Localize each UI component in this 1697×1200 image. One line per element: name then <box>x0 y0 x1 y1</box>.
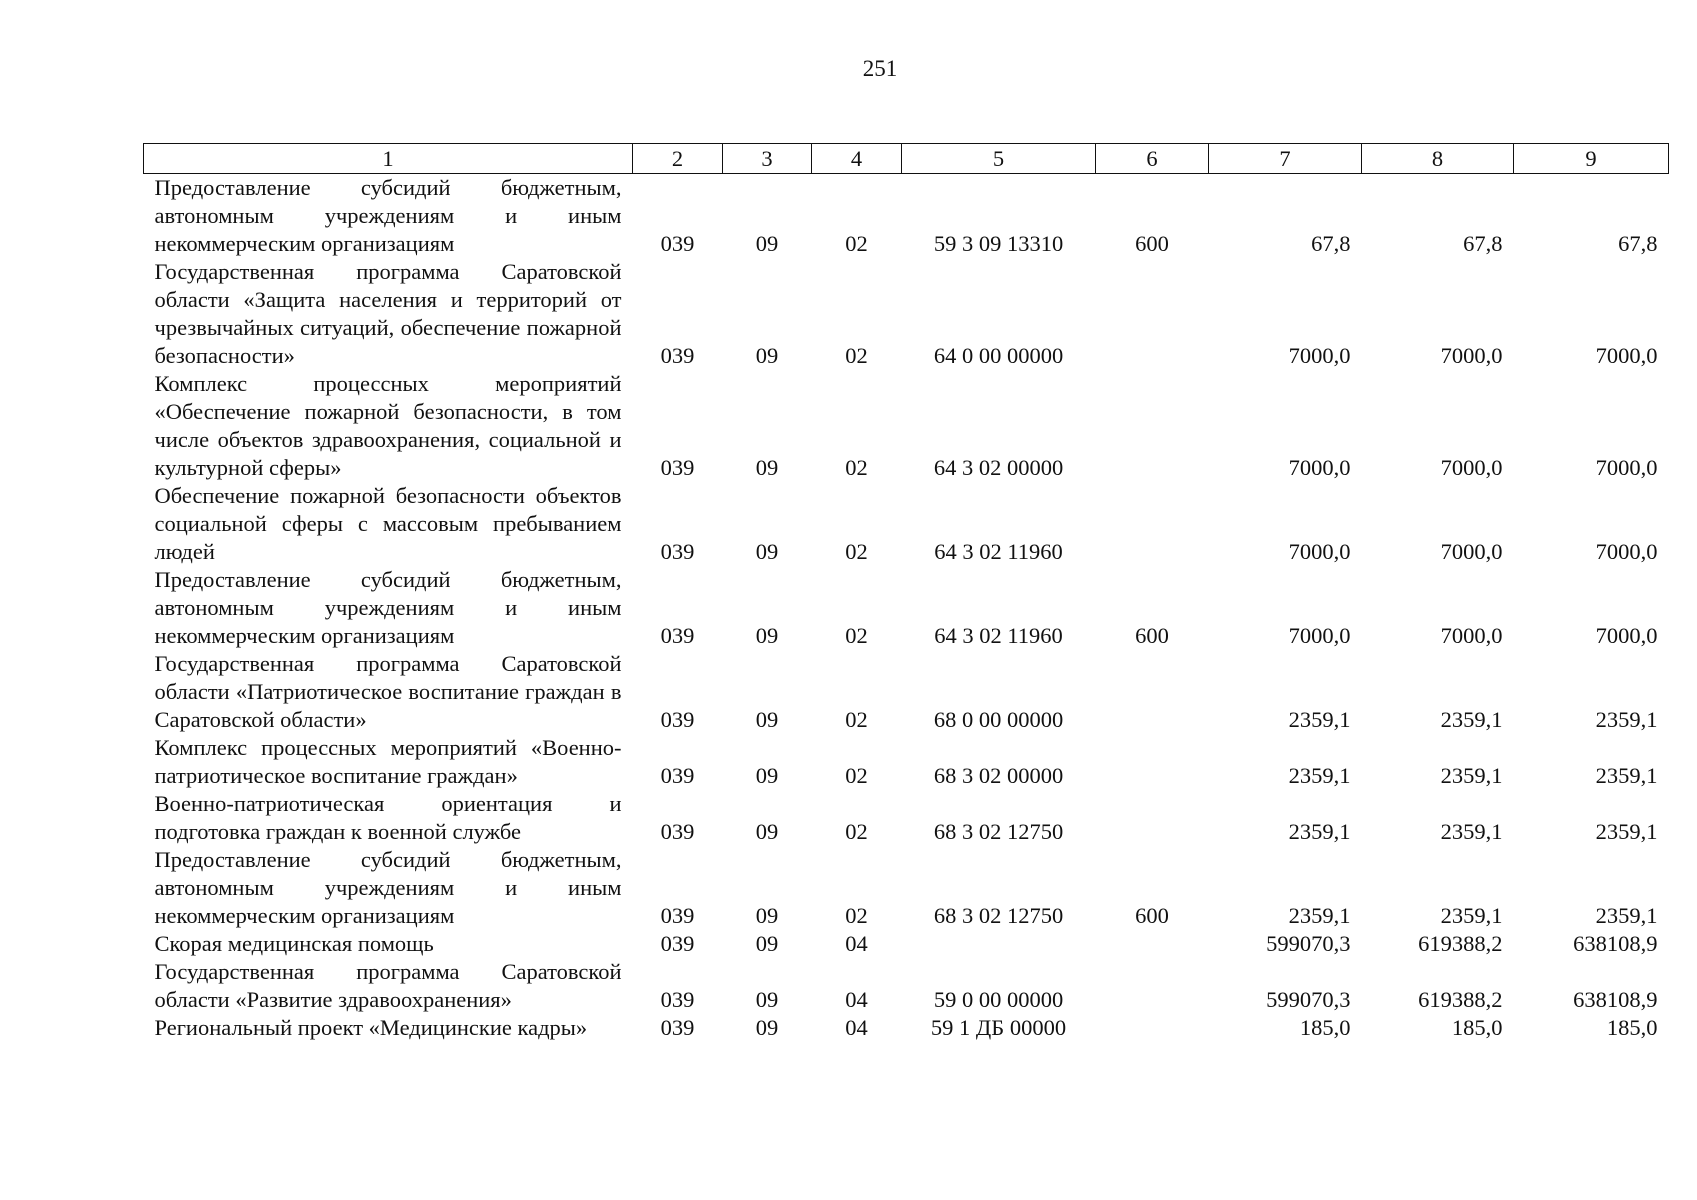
table-row <box>144 174 1669 259</box>
expense-type-cell: 600 <box>1135 903 1169 928</box>
row-name-cell: Государственная программа Саратовской области «Патриотическое воспитание граждан в Саратовской области» <box>154 651 622 732</box>
table-row <box>144 958 1669 1014</box>
expense-type-cell <box>1096 790 1209 846</box>
amount-year2-cell: 2359,1 <box>1440 707 1503 732</box>
subsection-code-cell: 04 <box>845 1015 868 1040</box>
ministry-code-cell: 039 <box>660 539 695 564</box>
budget-table <box>143 143 1669 1042</box>
target-article-cell: 64 3 02 00000 <box>933 455 1064 480</box>
table-row <box>144 370 1669 482</box>
subsection-code-cell: 02 <box>845 707 868 732</box>
section-code-cell: 09 <box>755 623 779 648</box>
ministry-code-cell: 039 <box>660 343 695 368</box>
ministry-code-cell: 039 <box>660 623 695 648</box>
amount-year1-cell: 2359,1 <box>1288 763 1351 788</box>
amount-year3-cell: 7000,0 <box>1595 539 1658 564</box>
target-article-cell <box>902 930 1096 958</box>
section-code-cell: 09 <box>755 819 779 844</box>
amount-year3-cell: 7000,0 <box>1595 623 1658 648</box>
column-header-9: 9 <box>1514 144 1669 174</box>
amount-year2-cell: 185,0 <box>1451 1015 1503 1040</box>
amount-year2-cell: 67,8 <box>1463 231 1503 256</box>
column-header-3: 3 <box>723 144 812 174</box>
amount-year2-cell: 2359,1 <box>1440 763 1503 788</box>
row-name-cell: Предоставление субсидий бюджетным, автономным учреждениям и иным некоммерческим организациям <box>154 567 622 648</box>
amount-year1-cell: 7000,0 <box>1288 623 1351 648</box>
amount-year2-cell: 619388,2 <box>1418 931 1503 956</box>
target-article-cell: 68 3 02 00000 <box>933 763 1064 788</box>
amount-year2-cell: 7000,0 <box>1440 343 1503 368</box>
ministry-code-cell: 039 <box>660 231 695 256</box>
expense-type-cell <box>1096 650 1209 734</box>
target-article-cell: 59 0 00 00000 <box>933 987 1064 1012</box>
expense-type-cell <box>1096 958 1209 1014</box>
ministry-code-cell: 039 <box>660 931 695 956</box>
table-row <box>144 734 1669 790</box>
subsection-code-cell: 04 <box>845 987 868 1012</box>
table-header-row <box>144 144 1669 174</box>
amount-year3-cell: 7000,0 <box>1595 343 1658 368</box>
amount-year2-cell: 2359,1 <box>1440 819 1503 844</box>
subsection-code-cell: 02 <box>845 343 868 368</box>
expense-type-cell <box>1096 482 1209 566</box>
table-row <box>144 790 1669 846</box>
amount-year3-cell: 7000,0 <box>1595 455 1658 480</box>
target-article-cell: 68 3 02 12750 <box>933 819 1064 844</box>
ministry-code-cell: 039 <box>660 707 695 732</box>
ministry-code-cell: 039 <box>660 455 695 480</box>
row-name-cell: Предоставление субсидий бюджетным, автономным учреждениям и иным некоммерческим организациям <box>154 847 622 928</box>
row-name-cell: Комплекс процессных мероприятий «Военно-патриотическое воспитание граждан» <box>154 735 622 788</box>
section-code-cell: 09 <box>755 343 779 368</box>
ministry-code-cell: 039 <box>660 1015 695 1040</box>
row-name-cell: Обеспечение пожарной безопасности объектов социальной сферы с массовым пребыванием людей <box>154 483 622 564</box>
row-name-cell: Региональный проект «Медицинские кадры» <box>154 1015 588 1040</box>
column-header-6: 6 <box>1096 144 1209 174</box>
section-code-cell: 09 <box>755 903 779 928</box>
table-body <box>144 174 1669 1043</box>
amount-year2-cell: 7000,0 <box>1440 623 1503 648</box>
section-code-cell: 09 <box>755 1015 779 1040</box>
target-article-cell: 68 0 00 00000 <box>933 707 1064 732</box>
expense-type-cell <box>1096 258 1209 370</box>
amount-year1-cell: 185,0 <box>1299 1015 1351 1040</box>
ministry-code-cell: 039 <box>660 763 695 788</box>
expense-type-cell: 600 <box>1135 623 1169 648</box>
expense-type-cell <box>1096 734 1209 790</box>
column-header-7: 7 <box>1209 144 1362 174</box>
subsection-code-cell: 02 <box>845 455 868 480</box>
section-code-cell: 09 <box>755 539 779 564</box>
ministry-code-cell: 039 <box>660 987 695 1012</box>
amount-year1-cell: 2359,1 <box>1288 903 1351 928</box>
subsection-code-cell: 02 <box>845 819 868 844</box>
row-name-cell: Военно-патриотическая ориентация и подготовка граждан к военной службе <box>154 791 622 844</box>
table-row <box>144 650 1669 734</box>
section-code-cell: 09 <box>755 987 779 1012</box>
amount-year2-cell: 2359,1 <box>1440 903 1503 928</box>
row-name-cell: Комплекс процессных мероприятий «Обеспечение пожарной безопасности, в том числе объектов здравоохранения, социальной и культурной сферы» <box>154 371 622 480</box>
row-name-cell: Предоставление субсидий бюджетным, автономным учреждениям и иным некоммерческим организациям <box>154 175 622 256</box>
expense-type-cell <box>1096 930 1209 958</box>
amount-year1-cell: 7000,0 <box>1288 455 1351 480</box>
target-article-cell: 68 3 02 12750 <box>933 903 1064 928</box>
target-article-cell: 64 0 00 00000 <box>933 343 1064 368</box>
section-code-cell: 09 <box>755 763 779 788</box>
row-name-cell: Государственная программа Саратовской области «Защита населения и территорий от чрезвычайных ситуаций, обеспечение пожарной безопасности» <box>154 259 622 368</box>
subsection-code-cell: 02 <box>845 539 868 564</box>
subsection-code-cell: 04 <box>845 931 868 956</box>
subsection-code-cell: 02 <box>845 231 868 256</box>
target-article-cell: 59 3 09 13310 <box>933 231 1064 256</box>
amount-year3-cell: 2359,1 <box>1595 707 1658 732</box>
amount-year1-cell: 599070,3 <box>1266 931 1351 956</box>
amount-year2-cell: 7000,0 <box>1440 539 1503 564</box>
amount-year3-cell: 638108,9 <box>1573 987 1658 1012</box>
subsection-code-cell: 02 <box>845 623 868 648</box>
section-code-cell: 09 <box>755 231 779 256</box>
table-row <box>144 482 1669 566</box>
amount-year2-cell: 619388,2 <box>1418 987 1503 1012</box>
table-row <box>144 846 1669 930</box>
subsection-code-cell: 02 <box>845 903 868 928</box>
column-header-5: 5 <box>902 144 1096 174</box>
row-name-cell: Скорая медицинская помощь <box>154 931 434 956</box>
column-header-4: 4 <box>812 144 902 174</box>
amount-year1-cell: 67,8 <box>1311 231 1351 256</box>
target-article-cell: 64 3 02 11960 <box>934 623 1063 648</box>
section-code-cell: 09 <box>755 707 779 732</box>
amount-year1-cell: 2359,1 <box>1288 707 1351 732</box>
amount-year3-cell: 67,8 <box>1618 231 1658 256</box>
amount-year3-cell: 185,0 <box>1606 1015 1658 1040</box>
ministry-code-cell: 039 <box>660 819 695 844</box>
page-number: 251 <box>862 56 898 81</box>
amount-year1-cell: 599070,3 <box>1266 987 1351 1012</box>
section-code-cell: 09 <box>755 931 779 956</box>
amount-year3-cell: 2359,1 <box>1595 819 1658 844</box>
amount-year3-cell: 2359,1 <box>1595 763 1658 788</box>
ministry-code-cell: 039 <box>660 903 695 928</box>
table-row <box>144 566 1669 650</box>
section-code-cell: 09 <box>755 455 779 480</box>
target-article-cell: 64 3 02 11960 <box>934 539 1063 564</box>
amount-year1-cell: 7000,0 <box>1288 343 1351 368</box>
expense-type-cell <box>1096 1014 1209 1042</box>
expense-type-cell <box>1096 370 1209 482</box>
table-row <box>144 1014 1669 1042</box>
table-row <box>144 930 1669 958</box>
row-name-cell: Государственная программа Саратовской области «Развитие здравоохранения» <box>154 959 622 1012</box>
amount-year1-cell: 2359,1 <box>1288 819 1351 844</box>
amount-year3-cell: 638108,9 <box>1573 931 1658 956</box>
expense-type-cell: 600 <box>1135 231 1169 256</box>
target-article-cell: 59 1 ДБ 00000 <box>930 1015 1067 1040</box>
table-row <box>144 258 1669 370</box>
amount-year2-cell: 7000,0 <box>1440 455 1503 480</box>
subsection-code-cell: 02 <box>845 763 868 788</box>
amount-year1-cell: 7000,0 <box>1288 539 1351 564</box>
column-header-2: 2 <box>633 144 723 174</box>
amount-year3-cell: 2359,1 <box>1595 903 1658 928</box>
column-header-1: 1 <box>144 144 633 174</box>
column-header-8: 8 <box>1362 144 1514 174</box>
